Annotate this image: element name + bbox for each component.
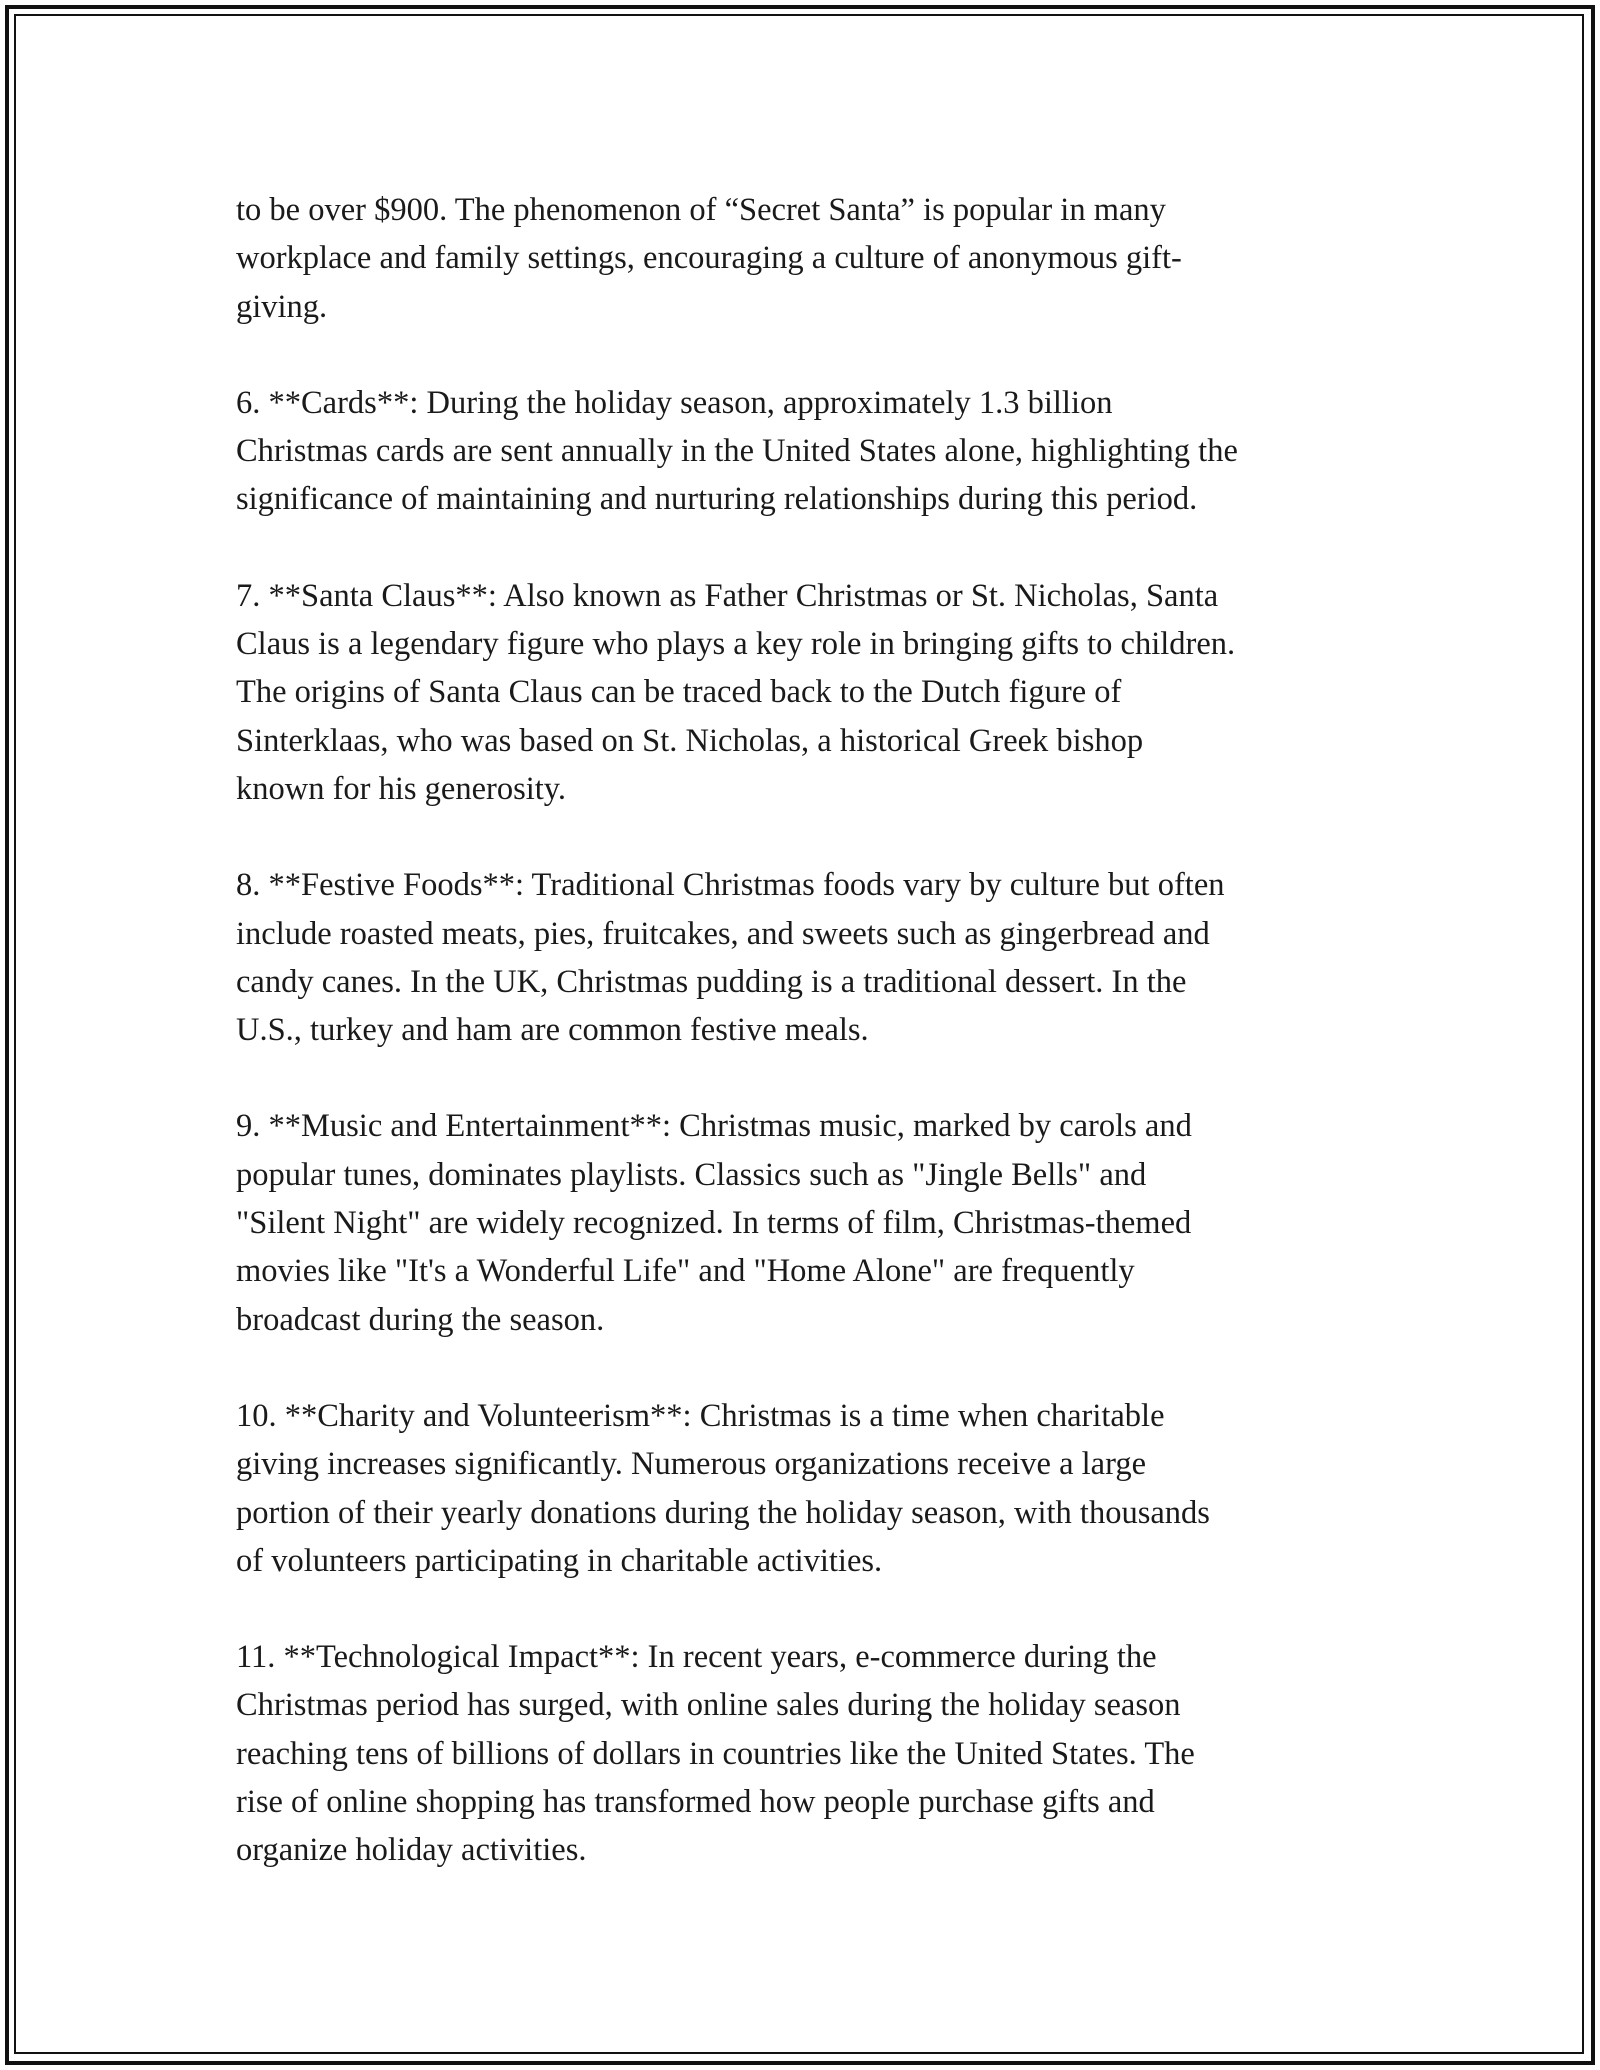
paragraph-cards: 6. **Cards**: During the holiday season, approximately 1.3 billion Christmas cards are sent annually in the United States alone, highlighting the significance of maintaining and nurturing relationships during this period. bbox=[236, 384, 1238, 518]
paragraph-festive-foods: 8. **Festive Foods**: Traditional Christmas foods vary by culture but often include roasted meats, pies, fruitcakes, and sweets such as gingerbread and candy canes. In the UK, Christmas pudding is a traditional dessert. In the U.S., turkey and ham are common festive meals. bbox=[236, 867, 1225, 1049]
document-body bbox=[236, 186, 1366, 1875]
paragraph-santa-claus: 7. **Santa Claus**: Also known as Father Christmas or St. Nicholas, Santa Claus is a legendary figure who plays a key role in bringing gifts to children. The origins of Santa Claus can be traced back to the Dutch figure of Sinterklaas, who was based on St. Nicholas, a historical Greek bishop known for his generosity. bbox=[236, 577, 1236, 807]
paragraph-secret-santa-continued: to be over $900. The phenomenon of “Secret Santa” is popular in many workplace and family settings, encouraging a culture of anonymous gift- giving. bbox=[236, 192, 1182, 325]
paragraph-music-entertainment: 9. **Music and Entertainment**: Christmas music, marked by carols and popular tunes, dominates playlists. Classics such as "Jingle Bells" and "Silent Night" are widely recognized. In terms of film, Christmas-themed movies like "It's a Wonderful Life" and "Home Alone" are frequently broadcast during the season. bbox=[236, 1108, 1192, 1338]
paragraph-charity-volunteerism: 10. **Charity and Volunteerism**: Christmas is a time when charitable giving increases significantly. Numerous organizations receive a large portion of their yearly donations during the holiday season, with thousands of volunteers participating in charitable activities. bbox=[236, 1397, 1210, 1579]
paragraph-technological-impact: 11. **Technological Impact**: In recent years, e-commerce during the Christmas period has surged, with online sales during the holiday season reaching tens of billions of dollars in countries like the United States. The rise of online shopping has transformed how people purchase gifts and organize holiday activities. bbox=[236, 1639, 1195, 1869]
